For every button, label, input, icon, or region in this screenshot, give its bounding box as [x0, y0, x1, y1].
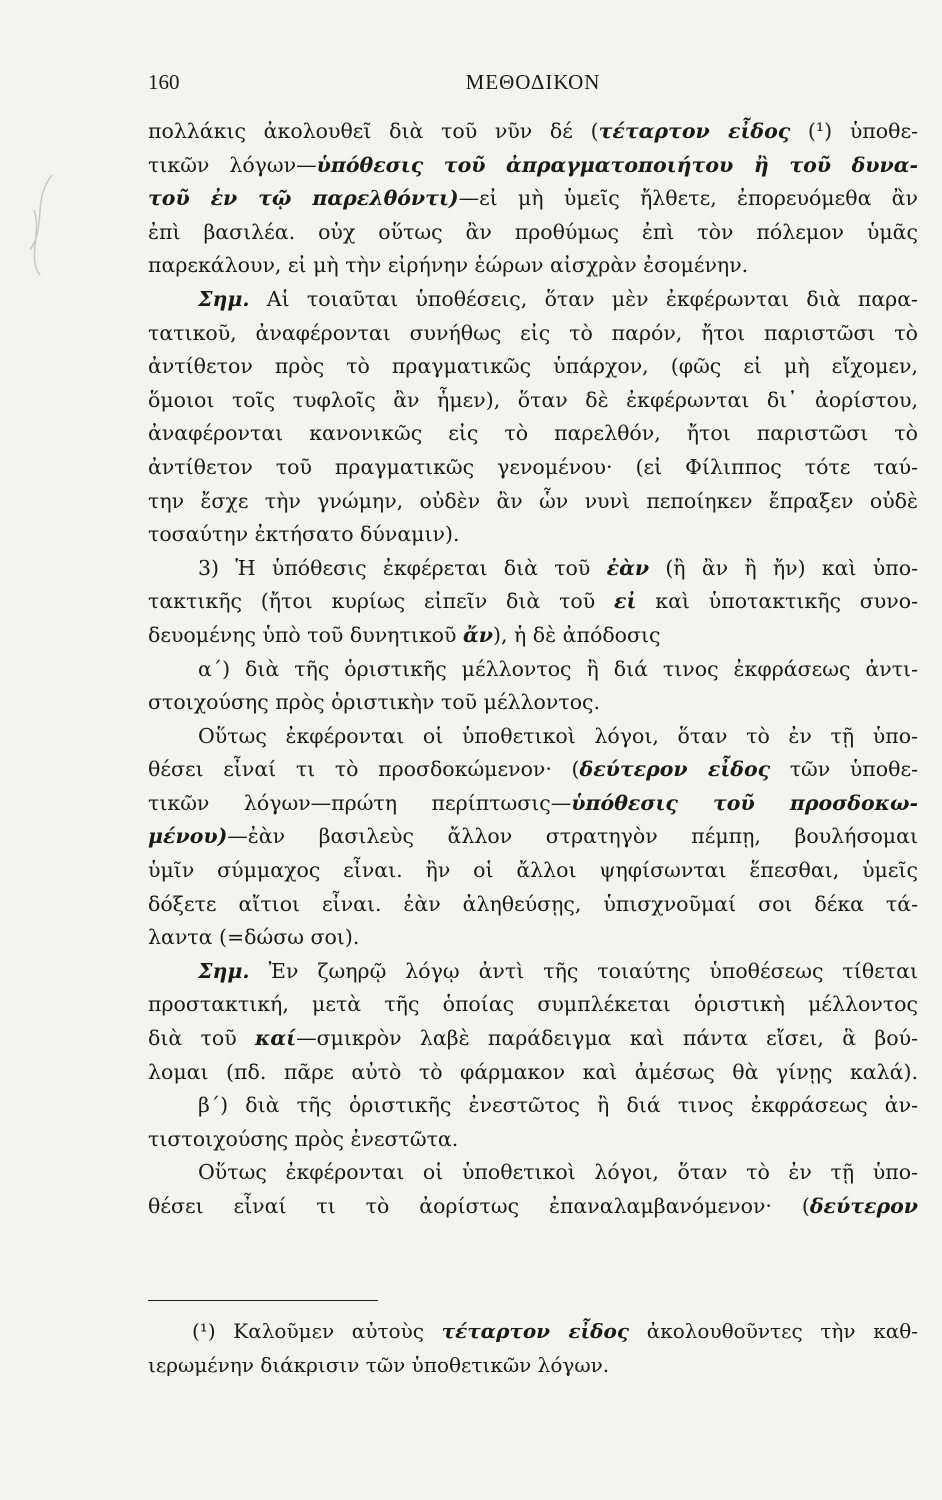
text-line: θέσει εἶναί τι τὸ ἀορίστως ἐπαναλαμβανόμενον· (δεύτερον — [148, 1194, 918, 1218]
text-line: β΄) διὰ τῆς ὁριστικῆς ἐνεστῶτος ἢ διά τινος ἐκφράσεως ἀν- — [198, 1093, 918, 1118]
text-line: στοιχούσης πρὸς ὁριστικὴν τοῦ μέλλοντος. — [148, 690, 601, 715]
text-line: μένου)—ἐὰν βασιλεὺς ἄλλον στρατηγὸν πέμπῃ, βουλήσομαι — [148, 824, 918, 849]
text-line: τιστοιχούσης πρὸς ἐνεστῶτα. — [148, 1126, 459, 1151]
text-line: ἀντίθετον πρὸς τὸ πραγματικῶς ὑπάρχον, (φῶς εἰ μὴ εἴχομεν, — [148, 354, 918, 379]
footnote-divider — [148, 1300, 378, 1301]
text-line: Σημ. Ἐν ζωηρῷ λόγῳ ἀντὶ τῆς τοιαύτης ὑποθέσεως τίθεται — [198, 958, 918, 983]
text-line: 3) Ἡ ὑπόθεσις ἐκφέρεται διὰ τοῦ ἐὰν (ἢ ἂν ἢ ἤν) καὶ ὑπο- — [198, 555, 918, 580]
text-line: δόξετε αἴτιοι εἶναι. ἐὰν ἀληθεύσῃς, ὑπισχνοῦμαί σοι δέκα τά- — [148, 891, 918, 916]
footnote-line: (¹) Καλοῦμεν αὐτοὺς τέταρτον εἶδος ἀκολουθοῦντες τὴν καθ- — [192, 1319, 919, 1343]
text-line: ὑμῖν σύμμαχος εἶναι. ἢν οἱ ἄλλοι ψηφίσωνται ἕπεσθαι, ὑμεῖς — [148, 858, 918, 883]
text-line: προστακτική, μετὰ τῆς ὁποίας συμπλέκεται ὁριστικὴ μέλλοντος — [148, 992, 918, 1017]
text-line: α΄) διὰ τῆς ὁριστικῆς μέλλοντος ἢ διά τινος ἐκφράσεως ἀντι- — [198, 656, 918, 681]
text-line: τικῶν λόγων—πρώτη περίπτωσις—ὑπόθεσις τοῦ προσδοκω- — [148, 790, 919, 815]
text-line: τοῦ ἐν τῷ παρελθόντι)—εἰ μὴ ὑμεῖς ἤλθετε, ἐπορευόμεθα ἂν — [148, 186, 918, 211]
text-line: ἀναφέρονται κανονικῶς εἰς τὸ παρελθόν, ἤτοι παριστῶσι τὸ — [148, 421, 918, 446]
running-title: ΜΕΘΟΔΙΚΟΝ — [465, 70, 601, 94]
text-line: θέσει εἶναί τι τὸ προσδοκώμενον· (δεύτερον εἶδος τῶν ὑποθε- — [148, 757, 919, 782]
text-line: Οὕτως ἐκφέρονται οἱ ὑποθετικοὶ λόγοι, ὅταν τὸ ἐν τῇ ὑπο- — [198, 723, 918, 748]
text-line: ἀντίθετον τοῦ πραγματικῶς γενομένου· (εἰ Φίλιππος τότε ταύ- — [148, 454, 918, 479]
text-line: τατικοῦ, ἀναφέρονται συνήθως εἰς τὸ παρόν, ἤτοι παριστῶσι τὸ — [148, 320, 918, 345]
text-line: ἐπὶ βασιλέα. οὐχ οὕτως ἂν προθύμως ἐπὶ τὸν πόλεμον ὑμᾶς — [148, 219, 918, 244]
footnote — [148, 1314, 918, 1382]
text-line: ὅμοιοι τοῖς τυφλοῖς ἂν ἦμεν), ὅταν δὲ ἐκφέρωνται δι᾽ ἀορίστου, — [148, 387, 918, 412]
page-number: 160 — [148, 70, 180, 94]
text-line: διὰ τοῦ καί—σμικρὸν λαβὲ παράδειγμα καὶ πάντα εἴσει, ἃ βού- — [148, 1026, 918, 1051]
text-line: τοσαύτην ἐκτήσατο δύναμιν). — [148, 522, 460, 547]
text-line: Σημ. Αἱ τοιαῦται ὑποθέσεις, ὅταν μὲν ἐκφέρωνται διὰ παρα- — [198, 286, 918, 311]
text-line: τικῶν λόγων—ὑπόθεσις τοῦ ἀπραγματοποιήτου ἢ τοῦ δυνα- — [148, 152, 919, 177]
text-line: λομαι (πδ. πᾶρε αὐτὸ τὸ φάρμακον καὶ ἀμέσως θὰ γίνῃς καλά). — [148, 1059, 918, 1084]
text-line: δευομένης ὑπὸ τοῦ δυνητικοῦ ἄν), ἡ δὲ ἀπόδοσις — [148, 622, 661, 647]
footnote-line: ιερωμένην διάκρισιν τῶν ὑποθετικῶν λόγων. — [148, 1353, 610, 1377]
text-line: Οὕτως ἐκφέρονται οἱ ὑποθετικοὶ λόγοι, ὅταν τὸ ἐν τῇ ὑπο- — [198, 1160, 918, 1185]
pencil-annotation — [22, 170, 62, 280]
body-text — [148, 115, 918, 1224]
page-header — [148, 70, 918, 98]
text-line: τακτικῆς (ἤτοι κυρίως εἰπεῖν διὰ τοῦ εἰ καὶ ὑποτακτικῆς συνο- — [148, 589, 918, 614]
text-line: παρεκάλουν, εἰ μὴ τὴν εἰρήνην ἑώρων αἰσχρὰν ἐσομένην. — [148, 253, 749, 278]
text-line: την ἔσχε τὴν γνώμην, οὐδὲν ἂν ὧν νυνὶ πεποίηκεν ἔπραξεν οὐδὲ — [148, 488, 918, 513]
text-line: πολλάκις ἀκολουθεῖ διὰ τοῦ νῦν δέ (τέταρτον εἶδος (¹) ὑποθε- — [148, 119, 918, 143]
text-line: λαντα (=δώσω σοι). — [148, 925, 360, 950]
